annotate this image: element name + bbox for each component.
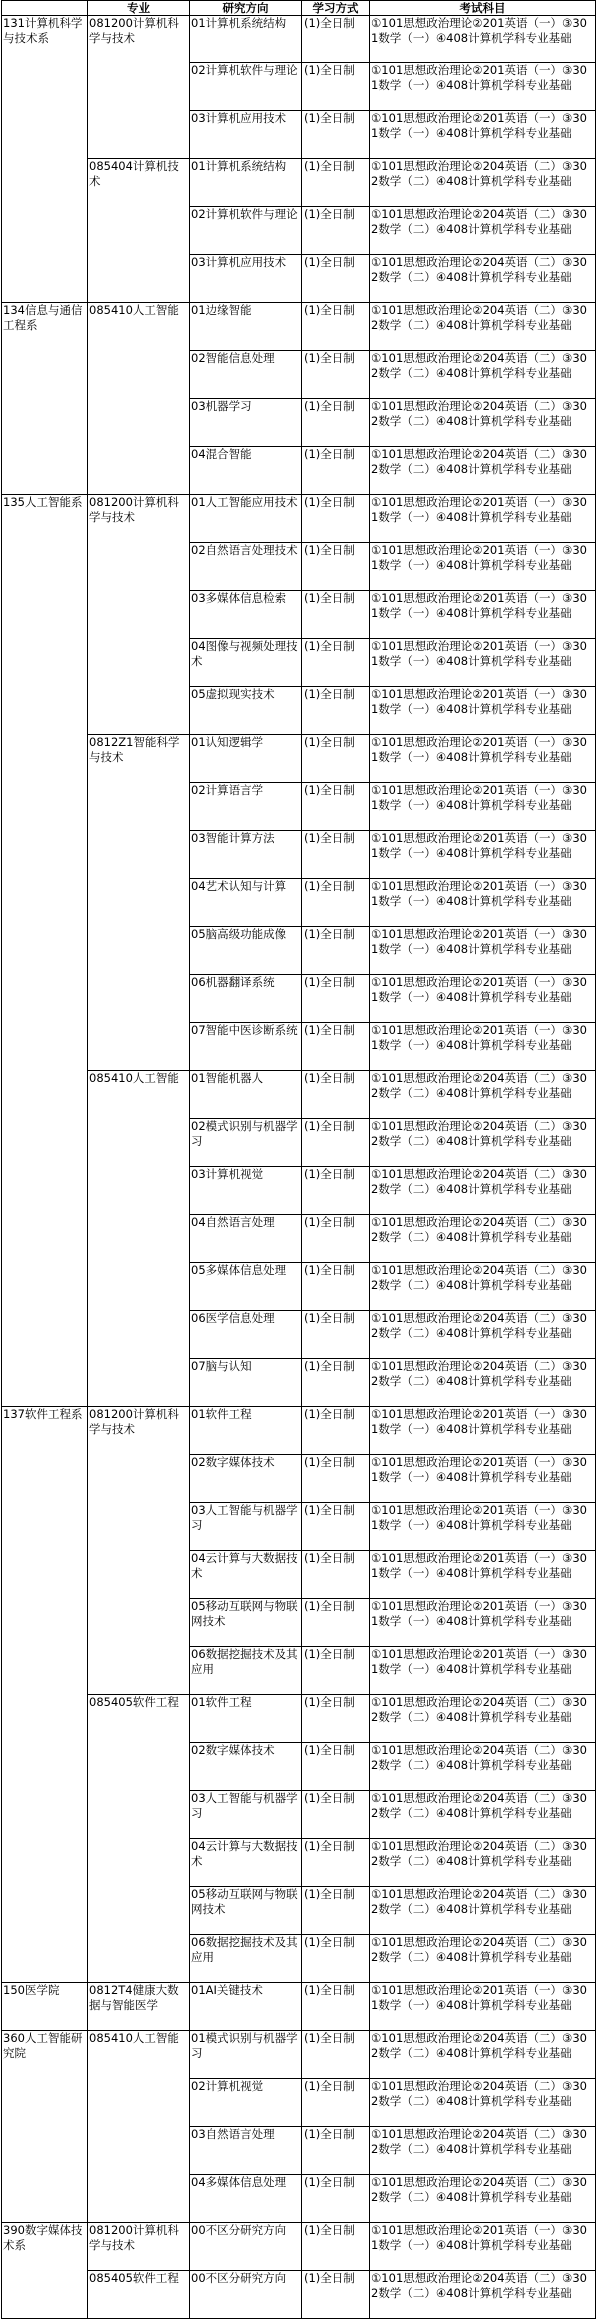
study-mode-cell: (1)全日制: [302, 1359, 370, 1407]
study-mode-cell: (1)全日制: [302, 783, 370, 831]
department-cell: 137软件工程系: [2, 1407, 88, 1983]
study-mode-cell: (1)全日制: [302, 1503, 370, 1551]
study-mode-cell: (1)全日制: [302, 591, 370, 639]
direction-cell: 04自然语言处理: [190, 1215, 302, 1263]
study-mode-cell: (1)全日制: [302, 2223, 370, 2271]
direction-cell: 06机器翻译系统: [190, 975, 302, 1023]
direction-cell: 07智能中医诊断系统: [190, 1023, 302, 1071]
direction-cell: 01AI关键技术: [190, 1983, 302, 2031]
direction-cell: 01模式识别与机器学习: [190, 2031, 302, 2079]
exam-subjects-cell: ①101思想政治理论②201英语（一）③301数学（一）④408计算机学科专业基础: [370, 735, 596, 783]
exam-subjects-cell: ①101思想政治理论②204英语（二）③302数学（二）④408计算机学科专业基础: [370, 2175, 596, 2223]
study-mode-cell: (1)全日制: [302, 303, 370, 351]
table-row: [2, 303, 596, 351]
study-mode-cell: (1)全日制: [302, 1551, 370, 1599]
study-mode-cell: (1)全日制: [302, 159, 370, 207]
direction-cell: 06医学信息处理: [190, 1311, 302, 1359]
study-mode-cell: (1)全日制: [302, 2127, 370, 2175]
direction-cell: 06数据挖掘技术及其应用: [190, 1935, 302, 1983]
exam-subjects-cell: ①101思想政治理论②204英语（二）③302数学（二）④408计算机学科专业基础: [370, 303, 596, 351]
table-body: [2, 16, 596, 2319]
major-cell: 085410人工智能: [88, 2031, 190, 2223]
exam-subjects-cell: ①101思想政治理论②204英语（二）③302数学（二）④408计算机学科专业基础: [370, 1359, 596, 1407]
header-department: [2, 1, 88, 16]
study-mode-cell: (1)全日制: [302, 2031, 370, 2079]
exam-subjects-cell: ①101思想政治理论②204英语（二）③302数学（二）④408计算机学科专业基础: [370, 2271, 596, 2319]
direction-cell: 05虚拟现实技术: [190, 687, 302, 735]
header-row: [2, 1, 596, 16]
study-mode-cell: (1)全日制: [302, 879, 370, 927]
direction-cell: 03机器学习: [190, 399, 302, 447]
exam-subjects-cell: ①101思想政治理论②201英语（一）③301数学（一）④408计算机学科专业基础: [370, 975, 596, 1023]
direction-cell: 06数据挖掘技术及其应用: [190, 1647, 302, 1695]
major-cell: 085410人工智能: [88, 1071, 190, 1407]
direction-cell: 01认知逻辑学: [190, 735, 302, 783]
study-mode-cell: (1)全日制: [302, 543, 370, 591]
study-mode-cell: (1)全日制: [302, 2271, 370, 2319]
header-major: 专业: [88, 1, 190, 16]
exam-subjects-cell: ①101思想政治理论②204英语（二）③302数学（二）④408计算机学科专业基础: [370, 1695, 596, 1743]
study-mode-cell: (1)全日制: [302, 735, 370, 783]
direction-cell: 01人工智能应用技术: [190, 495, 302, 543]
direction-cell: 05移动互联网与物联网技术: [190, 1599, 302, 1647]
major-cell: 085405软件工程: [88, 1695, 190, 1983]
study-mode-cell: (1)全日制: [302, 1455, 370, 1503]
exam-subjects-cell: ①101思想政治理论②201英语（一）③301数学（一）④408计算机学科专业基础: [370, 1503, 596, 1551]
direction-cell: 04混合智能: [190, 447, 302, 495]
study-mode-cell: (1)全日制: [302, 63, 370, 111]
study-mode-cell: (1)全日制: [302, 1167, 370, 1215]
major-cell: 0812T4健康大数据与智能医学: [88, 1983, 190, 2031]
table-row: [2, 1983, 596, 2031]
study-mode-cell: (1)全日制: [302, 447, 370, 495]
direction-cell: 03多媒体信息检索: [190, 591, 302, 639]
exam-subjects-cell: ①101思想政治理论②201英语（一）③301数学（一）④408计算机学科专业基础: [370, 1023, 596, 1071]
direction-cell: 03人工智能与机器学习: [190, 1791, 302, 1839]
exam-subjects-cell: ①101思想政治理论②204英语（二）③302数学（二）④408计算机学科专业基础: [370, 159, 596, 207]
exam-subjects-cell: ①101思想政治理论②204英语（二）③302数学（二）④408计算机学科专业基础: [370, 255, 596, 303]
direction-cell: 02计算机软件与理论: [190, 207, 302, 255]
exam-subjects-cell: ①101思想政治理论②204英语（二）③302数学（二）④408计算机学科专业基础: [370, 2079, 596, 2127]
department-cell: 390数字媒体技术系: [2, 2223, 88, 2319]
direction-cell: 01计算机系统结构: [190, 16, 302, 63]
direction-cell: 01软件工程: [190, 1407, 302, 1455]
major-cell: 081200计算机科学与技术: [88, 495, 190, 735]
exam-subjects-cell: ①101思想政治理论②201英语（一）③301数学（一）④408计算机学科专业基础: [370, 639, 596, 687]
study-mode-cell: (1)全日制: [302, 1599, 370, 1647]
exam-subjects-cell: ①101思想政治理论②201英语（一）③301数学（一）④408计算机学科专业基础: [370, 831, 596, 879]
study-mode-cell: (1)全日制: [302, 927, 370, 975]
exam-subjects-cell: ①101思想政治理论②201英语（一）③301数学（一）④408计算机学科专业基础: [370, 16, 596, 63]
exam-subjects-cell: ①101思想政治理论②204英语（二）③302数学（二）④408计算机学科专业基础: [370, 447, 596, 495]
department-cell: 360人工智能研究院: [2, 2031, 88, 2223]
department-cell: 134信息与通信工程系: [2, 303, 88, 495]
direction-cell: 02自然语言处理技术: [190, 543, 302, 591]
exam-subjects-cell: ①101思想政治理论②201英语（一）③301数学（一）④408计算机学科专业基础: [370, 1647, 596, 1695]
major-cell: 085405软件工程: [88, 2271, 190, 2319]
study-mode-cell: (1)全日制: [302, 1119, 370, 1167]
exam-subjects-cell: ①101思想政治理论②204英语（二）③302数学（二）④408计算机学科专业基础: [370, 2031, 596, 2079]
table-row: [2, 735, 596, 783]
direction-cell: 02计算语言学: [190, 783, 302, 831]
exam-subjects-cell: ①101思想政治理论②204英语（二）③302数学（二）④408计算机学科专业基础: [370, 399, 596, 447]
exam-subjects-cell: ①101思想政治理论②204英语（二）③302数学（二）④408计算机学科专业基础: [370, 1887, 596, 1935]
direction-cell: 03计算机应用技术: [190, 255, 302, 303]
exam-subjects-cell: ①101思想政治理论②201英语（一）③301数学（一）④408计算机学科专业基础: [370, 591, 596, 639]
study-mode-cell: (1)全日制: [302, 1023, 370, 1071]
study-mode-cell: (1)全日制: [302, 1935, 370, 1983]
direction-cell: 01边缘智能: [190, 303, 302, 351]
study-mode-cell: (1)全日制: [302, 495, 370, 543]
header-exam-subjects: 考试科目: [370, 1, 596, 16]
direction-cell: 04云计算与大数据技术: [190, 1839, 302, 1887]
study-mode-cell: (1)全日制: [302, 1983, 370, 2031]
direction-cell: 05多媒体信息处理: [190, 1263, 302, 1311]
table-row: [2, 495, 596, 543]
department-cell: 150医学院: [2, 1983, 88, 2031]
major-cell: 0812Z1智能科学与技术: [88, 735, 190, 1071]
department-cell: 135人工智能系: [2, 495, 88, 1407]
direction-cell: 04图像与视频处理技术: [190, 639, 302, 687]
study-mode-cell: (1)全日制: [302, 1791, 370, 1839]
study-mode-cell: (1)全日制: [302, 687, 370, 735]
exam-subjects-cell: ①101思想政治理论②204英语（二）③302数学（二）④408计算机学科专业基础: [370, 1215, 596, 1263]
study-mode-cell: (1)全日制: [302, 399, 370, 447]
exam-subjects-cell: ①101思想政治理论②201英语（一）③301数学（一）④408计算机学科专业基础: [370, 495, 596, 543]
direction-cell: 03智能计算方法: [190, 831, 302, 879]
table-row: [2, 16, 596, 63]
study-mode-cell: (1)全日制: [302, 1695, 370, 1743]
exam-subjects-cell: ①101思想政治理论②204英语（二）③302数学（二）④408计算机学科专业基础: [370, 1311, 596, 1359]
direction-cell: 03计算机应用技术: [190, 111, 302, 159]
study-mode-cell: (1)全日制: [302, 16, 370, 63]
exam-subjects-cell: ①101思想政治理论②201英语（一）③301数学（一）④408计算机学科专业基础: [370, 63, 596, 111]
exam-subjects-cell: ①101思想政治理论②201英语（一）③301数学（一）④408计算机学科专业基础: [370, 1407, 596, 1455]
major-cell: 081200计算机科学与技术: [88, 1407, 190, 1695]
major-cell: 081200计算机科学与技术: [88, 16, 190, 159]
exam-subjects-cell: ①101思想政治理论②201英语（一）③301数学（一）④408计算机学科专业基础: [370, 1551, 596, 1599]
study-mode-cell: (1)全日制: [302, 1311, 370, 1359]
study-mode-cell: (1)全日制: [302, 1215, 370, 1263]
direction-cell: 03自然语言处理: [190, 2127, 302, 2175]
study-mode-cell: (1)全日制: [302, 207, 370, 255]
table-row: [2, 2031, 596, 2079]
study-mode-cell: (1)全日制: [302, 2175, 370, 2223]
study-mode-cell: (1)全日制: [302, 975, 370, 1023]
admissions-table: [1, 0, 596, 2319]
exam-subjects-cell: ①101思想政治理论②201英语（一）③301数学（一）④408计算机学科专业基础: [370, 927, 596, 975]
study-mode-cell: (1)全日制: [302, 1887, 370, 1935]
major-cell: 081200计算机科学与技术: [88, 2223, 190, 2271]
direction-cell: 04艺术认知与计算: [190, 879, 302, 927]
direction-cell: 03计算机视觉: [190, 1167, 302, 1215]
exam-subjects-cell: ①101思想政治理论②204英语（二）③302数学（二）④408计算机学科专业基础: [370, 207, 596, 255]
exam-subjects-cell: ①101思想政治理论②204英语（二）③302数学（二）④408计算机学科专业基础: [370, 1935, 596, 1983]
direction-cell: 02模式识别与机器学习: [190, 1119, 302, 1167]
study-mode-cell: (1)全日制: [302, 1743, 370, 1791]
exam-subjects-cell: ①101思想政治理论②201英语（一）③301数学（一）④408计算机学科专业基础: [370, 879, 596, 927]
department-cell: 131计算机科学与技术系: [2, 16, 88, 303]
header-study-mode: 学习方式: [302, 1, 370, 16]
study-mode-cell: (1)全日制: [302, 2079, 370, 2127]
exam-subjects-cell: ①101思想政治理论②201英语（一）③301数学（一）④408计算机学科专业基础: [370, 1455, 596, 1503]
study-mode-cell: (1)全日制: [302, 111, 370, 159]
direction-cell: 05移动互联网与物联网技术: [190, 1887, 302, 1935]
direction-cell: 01计算机系统结构: [190, 159, 302, 207]
study-mode-cell: (1)全日制: [302, 1071, 370, 1119]
exam-subjects-cell: ①101思想政治理论②204英语（二）③302数学（二）④408计算机学科专业基础: [370, 1743, 596, 1791]
study-mode-cell: (1)全日制: [302, 831, 370, 879]
direction-cell: 02智能信息处理: [190, 351, 302, 399]
table-row: [2, 1071, 596, 1119]
study-mode-cell: (1)全日制: [302, 1839, 370, 1887]
study-mode-cell: (1)全日制: [302, 1407, 370, 1455]
direction-cell: 00不区分研究方向: [190, 2223, 302, 2271]
direction-cell: 00不区分研究方向: [190, 2271, 302, 2319]
exam-subjects-cell: ①101思想政治理论②201英语（一）③301数学（一）④408计算机学科专业基础: [370, 1983, 596, 2031]
study-mode-cell: (1)全日制: [302, 351, 370, 399]
major-cell: 085410人工智能: [88, 303, 190, 495]
direction-cell: 04多媒体信息处理: [190, 2175, 302, 2223]
table-row: [2, 159, 596, 207]
direction-cell: 03人工智能与机器学习: [190, 1503, 302, 1551]
table-row: [2, 1695, 596, 1743]
study-mode-cell: (1)全日制: [302, 639, 370, 687]
exam-subjects-cell: ①101思想政治理论②204英语（二）③302数学（二）④408计算机学科专业基础: [370, 1839, 596, 1887]
exam-subjects-cell: ①101思想政治理论②204英语（二）③302数学（二）④408计算机学科专业基础: [370, 351, 596, 399]
exam-subjects-cell: ①101思想政治理论②201英语（一）③301数学（一）④408计算机学科专业基础: [370, 783, 596, 831]
exam-subjects-cell: ①101思想政治理论②204英语（二）③302数学（二）④408计算机学科专业基础: [370, 1791, 596, 1839]
direction-cell: 01智能机器人: [190, 1071, 302, 1119]
table-row: [2, 2271, 596, 2319]
study-mode-cell: (1)全日制: [302, 1647, 370, 1695]
direction-cell: 02计算机视觉: [190, 2079, 302, 2127]
exam-subjects-cell: ①101思想政治理论②204英语（二）③302数学（二）④408计算机学科专业基础: [370, 2127, 596, 2175]
direction-cell: 07脑与认知: [190, 1359, 302, 1407]
exam-subjects-cell: ①101思想政治理论②204英语（二）③302数学（二）④408计算机学科专业基础: [370, 1167, 596, 1215]
major-cell: 085404计算机技术: [88, 159, 190, 303]
exam-subjects-cell: ①101思想政治理论②201英语（一）③301数学（一）④408计算机学科专业基础: [370, 687, 596, 735]
direction-cell: 02计算机软件与理论: [190, 63, 302, 111]
exam-subjects-cell: ①101思想政治理论②201英语（一）③301数学（一）④408计算机学科专业基础: [370, 111, 596, 159]
direction-cell: 01软件工程: [190, 1695, 302, 1743]
direction-cell: 05脑高级功能成像: [190, 927, 302, 975]
exam-subjects-cell: ①101思想政治理论②201英语（一）③301数学（一）④408计算机学科专业基础: [370, 2223, 596, 2271]
study-mode-cell: (1)全日制: [302, 255, 370, 303]
exam-subjects-cell: ①101思想政治理论②201英语（一）③301数学（一）④408计算机学科专业基础: [370, 1599, 596, 1647]
table-row: [2, 1407, 596, 1455]
study-mode-cell: (1)全日制: [302, 1263, 370, 1311]
direction-cell: 02数字媒体技术: [190, 1743, 302, 1791]
table-row: [2, 2223, 596, 2271]
exam-subjects-cell: ①101思想政治理论②204英语（二）③302数学（二）④408计算机学科专业基础: [370, 1119, 596, 1167]
exam-subjects-cell: ①101思想政治理论②201英语（一）③301数学（一）④408计算机学科专业基础: [370, 543, 596, 591]
direction-cell: 04云计算与大数据技术: [190, 1551, 302, 1599]
direction-cell: 02数字媒体技术: [190, 1455, 302, 1503]
exam-subjects-cell: ①101思想政治理论②204英语（二）③302数学（二）④408计算机学科专业基础: [370, 1071, 596, 1119]
header-direction: 研究方向: [190, 1, 302, 16]
exam-subjects-cell: ①101思想政治理论②204英语（二）③302数学（二）④408计算机学科专业基础: [370, 1263, 596, 1311]
